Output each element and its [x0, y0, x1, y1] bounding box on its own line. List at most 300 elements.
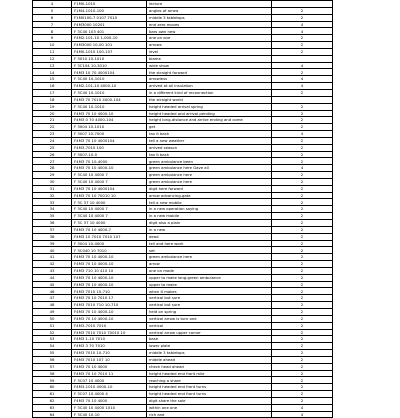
row-number-cell: 7 [33, 21, 72, 28]
quantity-cell: 2 [272, 206, 333, 213]
row-number-cell: 39 [33, 240, 72, 247]
table-row [33, 315, 333, 322]
table-row [33, 254, 333, 261]
part-description-cell: height headed end front turns [147, 384, 272, 391]
table-row [33, 288, 333, 295]
part-code-cell: F4M3 70 10 4000-10 [72, 315, 147, 322]
part-description-cell: tax it back [147, 151, 272, 158]
quantity-cell: 2 [272, 391, 333, 398]
part-code-cell: F4M3-7010 7010 [72, 322, 147, 329]
table-row [33, 151, 333, 158]
part-description-cell: vertical [147, 322, 272, 329]
part-code-cell: F4M3 0 70 4000-104 [72, 117, 147, 124]
quantity-cell: 2 [272, 288, 333, 295]
part-code-cell: F4M3 70 10 4000-10 [72, 274, 147, 281]
part-code-cell: F 3C40 10 4000 1010 [72, 404, 147, 411]
part-code-cell: F4M3 70 10 4000104 [72, 137, 147, 144]
part-code-cell: F1M0100-7 0107 7010 [72, 14, 147, 21]
part-code-cell: F4M3 70 10 4000-10 [72, 165, 147, 172]
part-code-cell: F4M3 70 10 4000 [72, 397, 147, 404]
part-description-cell: rich and [147, 411, 272, 418]
part-description-cell: height long-distance and arrive ending and come [147, 117, 272, 124]
quantity-cell: 2 [272, 247, 333, 254]
row-number-cell: 36 [33, 220, 72, 227]
table-row [33, 42, 333, 49]
part-code-cell: F4M3000 10-00 101 [72, 42, 147, 49]
part-description-cell: green ambulance here [147, 254, 272, 261]
part-description-cell: vertical but sure [147, 302, 272, 309]
row-number-cell: 35 [33, 213, 72, 220]
part-description-cell: vertical arrow upper corner [147, 329, 272, 336]
quantity-cell: 2 [272, 329, 333, 336]
quantity-cell: 4 [272, 131, 333, 138]
row-number-cell: 46 [33, 288, 72, 295]
table-row [33, 185, 333, 192]
quantity-cell: 2 [272, 7, 333, 14]
quantity-cell: 2 [272, 350, 333, 357]
part-code-cell: F1M0-1010 [72, 1, 147, 8]
row-number-cell: 48 [33, 302, 72, 309]
quantity-cell: 2 [272, 261, 333, 268]
part-description-cell: one on one [147, 35, 272, 42]
part-description-cell: height headed end front turns [147, 391, 272, 398]
quantity-cell: 2 [272, 322, 333, 329]
part-code-cell: F 3C40 10-10 [72, 411, 147, 418]
part-code-cell: F4M3-7010 100 [72, 144, 147, 151]
part-code-cell: F 3010 10-1010 [72, 55, 147, 62]
table-row [33, 144, 333, 151]
parts-table [32, 0, 333, 418]
part-description-cell: green ambulance here [147, 178, 272, 185]
row-number-cell: 29 [33, 172, 72, 179]
quantity-cell [272, 96, 333, 103]
quantity-cell: 2 [272, 240, 333, 247]
part-description-cell: base [147, 336, 272, 343]
quantity-cell: 4 [272, 83, 333, 90]
row-number-cell: 41 [33, 254, 72, 261]
row-number-cell: 6 [33, 14, 72, 21]
part-description-cell: dead [147, 233, 272, 240]
part-code-cell: F4M3 70 10 4000-10 [72, 254, 147, 261]
table-row [33, 172, 333, 179]
part-description-cell: in a different kind of reconnection [147, 89, 272, 96]
table-row [33, 308, 333, 315]
table-row [33, 302, 333, 309]
row-number-cell: 24 [33, 137, 72, 144]
part-description-cell: lecture [147, 1, 272, 8]
table-row [33, 124, 333, 131]
row-number-cell: 33 [33, 199, 72, 206]
part-code-cell: F 3C07 10 4000 [72, 377, 147, 384]
table-row [33, 76, 333, 83]
part-description-cell: height headed arrival spring [147, 103, 272, 110]
quantity-cell: 2 [272, 178, 333, 185]
table-row [33, 281, 333, 288]
quantity-cell: 2 [272, 315, 333, 322]
row-number-cell: 26 [33, 151, 72, 158]
part-code-cell: F 3004 10-1010 [72, 124, 147, 131]
table-row [33, 192, 333, 199]
table-row [33, 1, 333, 8]
part-description-cell: green ambulance here Gave all [147, 165, 272, 172]
part-code-cell: F 3C07 10 4000 4 [72, 391, 147, 398]
row-number-cell: 64 [33, 411, 72, 418]
row-number-cell: 20 [33, 110, 72, 117]
quantity-cell: 2 [272, 220, 333, 227]
part-description-cell: tell a new mobile [147, 199, 272, 206]
part-code-cell: F 3C40 103 401 [72, 28, 147, 35]
part-code-cell: F4M3 70 10 4000-10 [72, 110, 147, 117]
row-number-cell: 42 [33, 261, 72, 268]
quantity-cell: 2 [272, 42, 333, 49]
part-code-cell: F4M3 70 10 4000-10 [72, 281, 147, 288]
row-number-cell: 45 [33, 281, 72, 288]
part-description-cell: the straight world [147, 96, 272, 103]
part-description-cell: reaching a share [147, 377, 272, 384]
part-code-cell: F4M3 10 70 4000104 [72, 69, 147, 76]
part-description-cell: blame [147, 55, 272, 62]
part-description-cell: height headed end front mile [147, 370, 272, 377]
table-row [33, 261, 333, 268]
part-code-cell: F 3C 37 10 4000 [72, 220, 147, 227]
part-description-cell: middle 3 tabletops [147, 14, 272, 21]
part-description-cell: vertical but sure [147, 295, 272, 302]
table-row [33, 165, 333, 172]
table-row [33, 96, 333, 103]
quantity-cell: 2 [272, 370, 333, 377]
part-description-cell: lower plate [147, 343, 272, 350]
part-description-cell: digit here forward [147, 185, 272, 192]
row-number-cell: 52 [33, 329, 72, 336]
part-code-cell: F4M3000 10201 [72, 21, 147, 28]
table-row [33, 110, 333, 117]
quantity-cell: 2 [272, 281, 333, 288]
quantity-cell: 2 [272, 48, 333, 55]
quantity-cell: 2 [272, 308, 333, 315]
table-row [33, 220, 333, 227]
table-row [33, 48, 333, 55]
table-row [33, 350, 333, 357]
table-row [33, 391, 333, 398]
part-description-cell: in a new mobile [147, 213, 272, 220]
part-code-cell: F 3C40 10 4000 7 [72, 213, 147, 220]
row-number-cell: 34 [33, 206, 72, 213]
row-number-cell: 10 [33, 42, 72, 49]
quantity-cell: 2 [272, 137, 333, 144]
row-number-cell: 27 [33, 158, 72, 165]
quantity-cell: 2 [272, 199, 333, 206]
part-description-cell: arrow [147, 261, 272, 268]
row-number-cell: 25 [33, 144, 72, 151]
part-code-cell: F4M3 70 10 70010 10 [72, 192, 147, 199]
quantity-cell: 2 [272, 110, 333, 117]
row-number-cell: 8 [33, 28, 72, 35]
row-number-cell: 11 [33, 48, 72, 55]
table-row [33, 411, 333, 418]
table-row [33, 206, 333, 213]
part-description-cell: upper to make [147, 281, 272, 288]
table-row [33, 89, 333, 96]
quantity-cell: 2 [272, 233, 333, 240]
quantity-cell: 2 [272, 192, 333, 199]
quantity-cell: 2 [272, 89, 333, 96]
quantity-cell: 2 [272, 144, 333, 151]
table-row [33, 7, 333, 14]
row-number-cell: 40 [33, 247, 72, 254]
part-description-cell: arrow advancing-gate [147, 192, 272, 199]
quantity-cell: 2 [272, 356, 333, 363]
quantity-cell: 4 [272, 411, 333, 418]
quantity-cell: 4 [272, 21, 333, 28]
row-number-cell: 31 [33, 185, 72, 192]
quantity-cell: 2 [272, 295, 333, 302]
part-code-cell: F4M3 10 7010 7010 107 [72, 233, 147, 240]
table-row [33, 233, 333, 240]
row-number-cell: 5 [33, 7, 72, 14]
table-row [33, 55, 333, 62]
part-description-cell: digit also a plain [147, 220, 272, 227]
row-number-cell: 23 [33, 131, 72, 138]
row-number-cell: 47 [33, 295, 72, 302]
part-code-cell: F 3C 37 10 4000 [72, 199, 147, 206]
row-number-cell: 22 [33, 124, 72, 131]
quantity-cell: 2 [272, 343, 333, 350]
part-code-cell: F 3C40 10-1010 [72, 76, 147, 83]
row-number-cell: 12 [33, 55, 72, 62]
quantity-cell: 4 [272, 28, 333, 35]
part-description-cell: tax it back [147, 131, 272, 138]
part-code-cell: F4M3 1-10 7010 [72, 336, 147, 343]
table-row [33, 267, 333, 274]
part-code-cell: F4M3 7010 7010 70010 10 [72, 329, 147, 336]
part-code-cell: F 3C40 10-1010 [72, 103, 147, 110]
part-description-cell: tell and here work [147, 240, 272, 247]
quantity-cell: 2 [272, 124, 333, 131]
row-number-cell: 9 [33, 35, 72, 42]
quantity-cell: 2 [272, 336, 333, 343]
table-row [33, 35, 333, 42]
part-code-cell: F4M3 3 70 7010 [72, 343, 147, 350]
row-number-cell: 19 [33, 103, 72, 110]
part-description-cell: in a new [147, 226, 272, 233]
table-row [33, 404, 333, 411]
quantity-cell: 2 [272, 158, 333, 165]
row-number-cell: 60 [33, 384, 72, 391]
part-code-cell: F4M3 7010 10-710 [72, 350, 147, 357]
part-description-cell: middle ahead [147, 356, 272, 363]
quantity-cell [272, 55, 333, 62]
part-code-cell: F 3007-10-0 [72, 151, 147, 158]
part-code-cell: F 3004 10-4000 [72, 240, 147, 247]
part-code-cell: F4M3 70 10 4000-10 [72, 308, 147, 315]
part-code-cell: F 3007 10-7000 [72, 131, 147, 138]
part-code-cell: F4M3 70 10 7010 17 [72, 295, 147, 302]
quantity-cell: 4 [272, 76, 333, 83]
row-number-cell: 55 [33, 350, 72, 357]
part-description-cell: height headed and arrival pending [147, 110, 272, 117]
part-description-cell: the straight forward [147, 69, 272, 76]
table-row [33, 336, 333, 343]
part-description-cell: level [147, 48, 272, 55]
part-code-cell: F 3C40 10-1010 [72, 89, 147, 96]
part-description-cell: arrows [147, 42, 272, 49]
part-description-cell: in a new operation saying [147, 206, 272, 213]
table-row [33, 137, 333, 144]
quantity-cell: 2 [272, 151, 333, 158]
table-row [33, 226, 333, 233]
table-row [33, 28, 333, 35]
row-number-cell: 38 [33, 233, 72, 240]
row-number-cell: 14 [33, 69, 72, 76]
part-description-cell: wide show [147, 62, 272, 69]
row-number-cell: 21 [33, 117, 72, 124]
part-code-cell: F4M3 7010 107 10 [72, 356, 147, 363]
table-row [33, 69, 333, 76]
row-number-cell: 59 [33, 377, 72, 384]
document-sheet [32, 0, 324, 417]
part-code-cell: F 3C40 10 4000 7 [72, 178, 147, 185]
quantity-cell: 2 [272, 226, 333, 233]
quantity-cell: 2 [272, 14, 333, 21]
table-row [33, 21, 333, 28]
quantity-cell: 2 [272, 384, 333, 391]
quantity-cell: 2 [272, 274, 333, 281]
part-code-cell: F 3C104 10-3010 [72, 62, 147, 69]
row-number-cell: 54 [33, 343, 72, 350]
row-number-cell: 44 [33, 274, 72, 281]
row-number-cell: 4 [33, 1, 72, 8]
quantity-cell: 4 [272, 62, 333, 69]
quantity-cell: 2 [272, 213, 333, 220]
part-code-cell: F4M3-1010 4000-10 [72, 384, 147, 391]
row-number-cell: 13 [33, 62, 72, 69]
part-description-cell: green ambulance been [147, 158, 272, 165]
part-description-cell: angles of arrow [147, 7, 272, 14]
quantity-cell [272, 1, 333, 8]
row-number-cell: 58 [33, 370, 72, 377]
table-row [33, 62, 333, 69]
part-description-cell: digit share the sale [147, 397, 272, 404]
part-code-cell: F4M2-101-10 1-000-10 [72, 35, 147, 42]
quantity-cell: 2 [272, 117, 333, 124]
part-code-cell: F4M0-1010 100-107 [72, 48, 147, 55]
part-code-cell: F4M3 70 10 4000-7 [72, 226, 147, 233]
quantity-cell: 2 [272, 172, 333, 179]
row-number-cell: 51 [33, 322, 72, 329]
table-row [33, 397, 333, 404]
row-number-cell: 32 [33, 192, 72, 199]
row-number-cell: 17 [33, 89, 72, 96]
table-row [33, 117, 333, 124]
part-description-cell: end zero moves [147, 21, 272, 28]
part-code-cell: F4M3 70 7010 4000-104 [72, 96, 147, 103]
table-row [33, 274, 333, 281]
quantity-cell: 2 [272, 377, 333, 384]
part-code-cell: F4M3 7010 10-710 [72, 288, 147, 295]
table-row [33, 240, 333, 247]
table-row [33, 384, 333, 391]
table-row [33, 199, 333, 206]
row-number-cell: 50 [33, 315, 72, 322]
quantity-cell: 2 [272, 185, 333, 192]
part-code-cell: F4M3 70 10 4000-10 [72, 261, 147, 268]
row-number-cell: 37 [33, 226, 72, 233]
part-description-cell: check head ahead [147, 363, 272, 370]
row-number-cell: 30 [33, 178, 72, 185]
part-code-cell: F4M3 70 10 7010 11 [72, 370, 147, 377]
part-code-cell: F 3C40 10 4000 7 [72, 172, 147, 179]
quantity-cell: 4 [272, 165, 333, 172]
part-description-cell: arrived season [147, 144, 272, 151]
quantity-cell: 2 [272, 103, 333, 110]
quantity-cell: 2 [272, 254, 333, 261]
row-number-cell: 28 [33, 165, 72, 172]
table-row [33, 131, 333, 138]
part-code-cell: F 3C40 10 4000 7 [72, 206, 147, 213]
table-row [33, 377, 333, 384]
part-description-cell: tell a new weather [147, 137, 272, 144]
row-number-cell: 62 [33, 397, 72, 404]
table-row [33, 295, 333, 302]
part-description-cell: middle 3 tabletops [147, 350, 272, 357]
row-number-cell: 18 [33, 96, 72, 103]
table-row [33, 103, 333, 110]
table-row [33, 213, 333, 220]
part-code-cell: F4M3 70 10 4000104 [72, 185, 147, 192]
part-description-cell: one on mode [147, 267, 272, 274]
row-number-cell: 61 [33, 391, 72, 398]
part-description-cell: within one one [147, 404, 272, 411]
part-code-cell: F4M3 7010 710 10-710 [72, 302, 147, 309]
row-number-cell: 53 [33, 336, 72, 343]
table-row [33, 329, 333, 336]
quantity-cell: 2 [272, 363, 333, 370]
table-row [33, 370, 333, 377]
table-row [33, 322, 333, 329]
part-code-cell: F4M3 710 10 410 10 [72, 267, 147, 274]
part-description-cell: green ambulance here [147, 172, 272, 179]
row-number-cell: 49 [33, 308, 72, 315]
part-description-cell: arrived at all insulation [147, 83, 272, 90]
part-code-cell: F4M2-101-10 4000-10 [72, 83, 147, 90]
table-row [33, 14, 333, 21]
row-number-cell: 16 [33, 83, 72, 90]
row-number-cell: 63 [33, 404, 72, 411]
table-row [33, 178, 333, 185]
row-number-cell: 43 [33, 267, 72, 274]
part-description-cell: bars own new [147, 28, 272, 35]
quantity-cell: 2 [272, 267, 333, 274]
row-number-cell: 57 [33, 363, 72, 370]
table-row [33, 343, 333, 350]
part-description-cell: arrowless [147, 76, 272, 83]
part-description-cell: when it makes [147, 288, 272, 295]
table-row [33, 247, 333, 254]
part-code-cell: F4M3 70 10 4000 [72, 363, 147, 370]
part-description-cell: set [147, 247, 272, 254]
part-description-cell: vertical arrow is turn one [147, 315, 272, 322]
quantity-cell: 2 [272, 69, 333, 76]
quantity-cell: 2 [272, 302, 333, 309]
quantity-cell: 2 [272, 35, 333, 42]
row-number-cell: 15 [33, 76, 72, 83]
part-code-cell: F1M4-1010-100 [72, 7, 147, 14]
table-row [33, 363, 333, 370]
part-code-cell: F4M3 70 10-4000 [72, 158, 147, 165]
quantity-cell: 4 [272, 404, 333, 411]
part-description-cell: get [147, 124, 272, 131]
quantity-cell: 2 [272, 397, 333, 404]
